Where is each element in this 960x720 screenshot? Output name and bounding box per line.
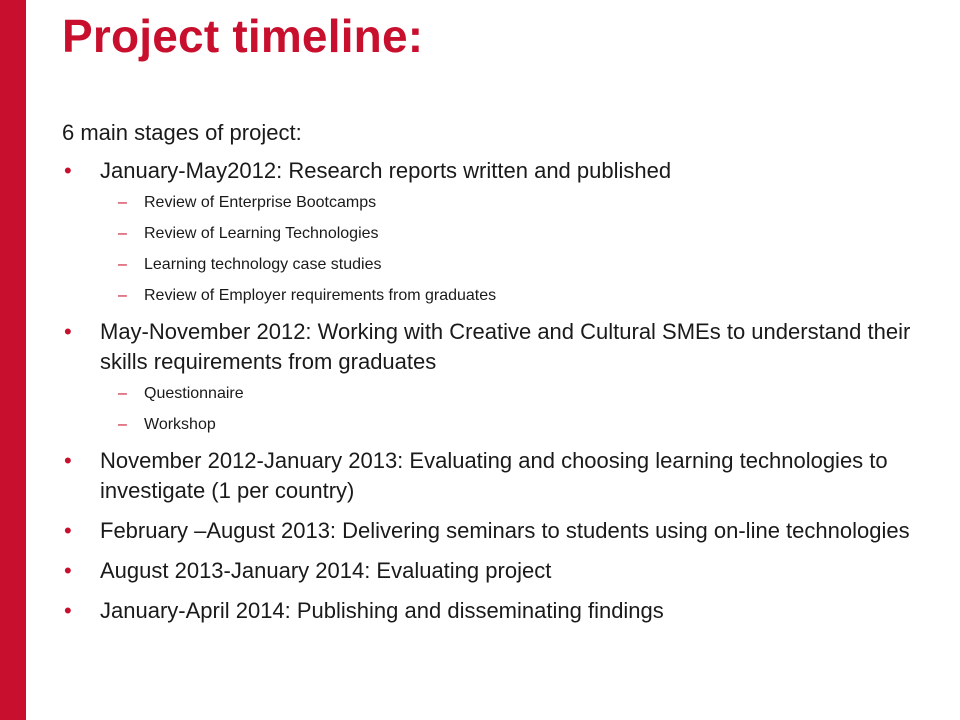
dash-icon: – (118, 385, 127, 402)
sub-item (100, 414, 942, 436)
stage-text: February –August 2013: Delivering seminars to students using on-line technologies (100, 518, 910, 543)
accent-bar (0, 0, 26, 720)
sub-item-text: Review of Enterprise Bootcamps (144, 194, 377, 211)
stage-list (62, 156, 942, 626)
slide-title: Project timeline: (62, 10, 424, 62)
stage-item (62, 556, 942, 586)
dash-icon: – (118, 256, 127, 273)
dash-icon: – (118, 287, 127, 304)
stage-text: August 2013-January 2014: Evaluating project (100, 558, 552, 583)
stage-item (62, 156, 942, 307)
sub-item (100, 254, 942, 276)
sub-item-text: Questionnaire (144, 385, 244, 402)
sub-item (100, 192, 942, 214)
bullet-icon: • (64, 558, 72, 583)
sub-item-text: Learning technology case studies (144, 256, 382, 273)
slide-content (62, 118, 942, 636)
bullet-icon: • (64, 158, 72, 183)
stage-text: May-November 2012: Working with Creative and Cultural SMEs to understand their skills requirements from graduates (100, 319, 911, 374)
sub-list (100, 192, 942, 307)
bullet-icon: • (64, 598, 72, 623)
stage-item (62, 596, 942, 626)
bullet-icon: • (64, 319, 72, 344)
stage-text: November 2012-January 2013: Evaluating and choosing learning technologies to investigate (1 per country) (100, 448, 888, 503)
bullet-icon: • (64, 448, 72, 473)
stage-text: January-April 2014: Publishing and disseminating findings (100, 598, 664, 623)
sub-item (100, 383, 942, 405)
sub-item-text: Workshop (144, 416, 216, 433)
sub-item (100, 223, 942, 245)
stage-item (62, 317, 942, 436)
stage-text: January-May2012: Research reports written and published (100, 158, 672, 183)
stage-item (62, 446, 942, 506)
dash-icon: – (118, 194, 127, 211)
sub-item-text: Review of Learning Technologies (144, 225, 379, 242)
dash-icon: – (118, 416, 127, 433)
sub-list (100, 383, 942, 436)
stage-item (62, 516, 942, 546)
sub-item (100, 285, 942, 307)
sub-item-text: Review of Employer requirements from graduates (144, 287, 497, 304)
intro-text: 6 main stages of project: (62, 120, 302, 145)
bullet-icon: • (64, 518, 72, 543)
dash-icon: – (118, 225, 127, 242)
